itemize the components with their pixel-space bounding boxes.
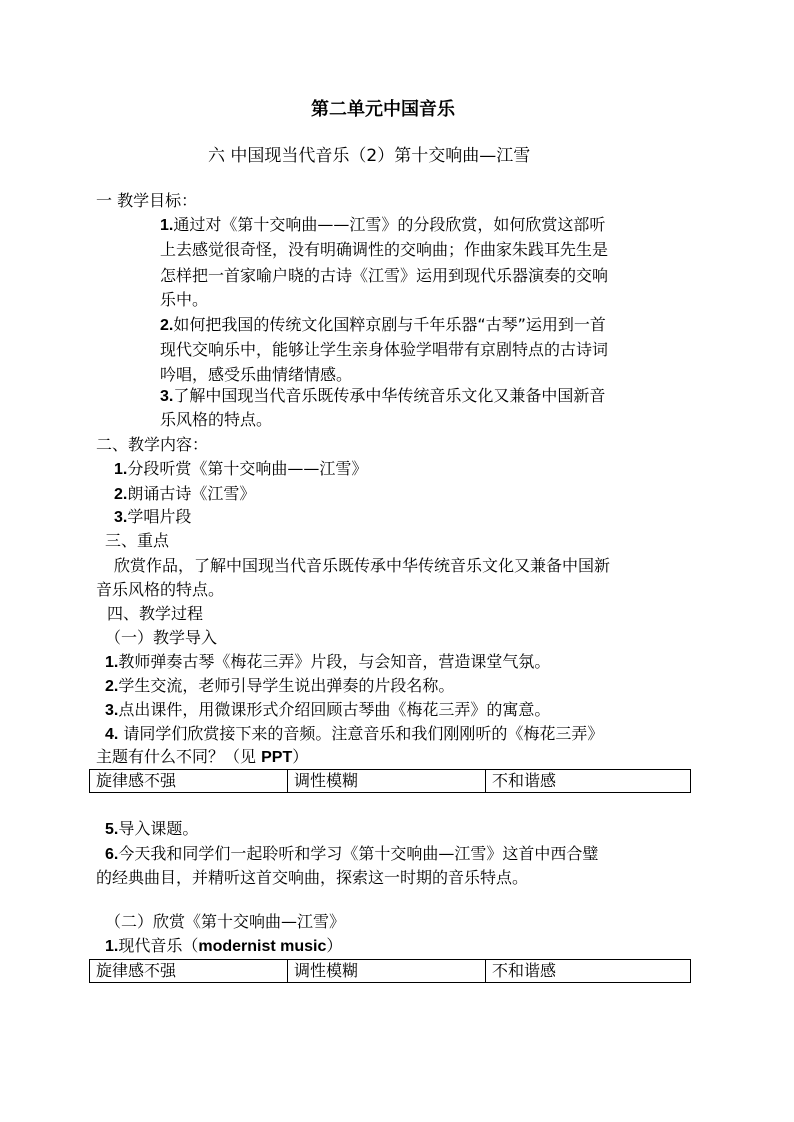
table-row bbox=[90, 770, 691, 793]
step-4-cont-text: 主题有什么不同？（见 bbox=[96, 747, 262, 766]
content-item-1-number: 1. bbox=[114, 461, 128, 478]
table-cell: 不和谐感 bbox=[486, 960, 691, 983]
objective-1-number: 1. bbox=[160, 217, 174, 234]
appreciate-heading: （二）欣赏《第十交响曲—江雪》 bbox=[105, 912, 346, 931]
objective-2-text: 如何把我国的传统文化国粹京剧与千年乐器“古琴”运用到一首 bbox=[173, 315, 606, 334]
step-1 bbox=[105, 651, 550, 674]
objective-3-line-1 bbox=[160, 385, 605, 408]
objectives-heading: 一 教学目标： bbox=[96, 191, 198, 210]
step-5-number: 5. bbox=[105, 821, 119, 838]
modern-text: 现代音乐（ bbox=[118, 936, 199, 955]
ppt-ref: PPT bbox=[261, 749, 293, 766]
step-3-text: 点出课件，用微课形式介绍回顾古琴曲《梅花三弄》的寓意。 bbox=[118, 700, 551, 719]
content-heading: 二、教学内容： bbox=[96, 435, 209, 454]
content-item-3-number: 3. bbox=[114, 509, 128, 526]
modern-number: 1. bbox=[105, 938, 119, 955]
step-1-text: 教师弹奏古琴《梅花三弄》片段，与会知音，营造课堂气氛。 bbox=[118, 652, 551, 671]
table-cell: 旋律感不强 bbox=[90, 960, 288, 983]
content-item-1 bbox=[114, 458, 367, 481]
step-4-number: 4. bbox=[105, 726, 119, 743]
step-2-number: 2. bbox=[105, 678, 119, 695]
intro-heading: （一）教学导入 bbox=[105, 628, 218, 647]
objective-2-line-3: 吟唱，感受乐曲情绪情感。 bbox=[160, 365, 353, 384]
objective-1-line-4: 乐中。 bbox=[160, 290, 209, 309]
characteristics-table-1 bbox=[89, 769, 691, 793]
table-row bbox=[90, 960, 691, 983]
step-5 bbox=[105, 818, 198, 841]
objective-1-text: 通过对《第十交响曲——江雪》的分段欣赏，如何欣赏这部听 bbox=[173, 215, 606, 234]
step-6 bbox=[105, 843, 598, 866]
table-cell: 旋律感不强 bbox=[90, 770, 288, 793]
step-6-text: 今天我和同学们一起聆听和学习《第十交响曲—江雪》这首中西合璧 bbox=[118, 844, 599, 863]
content-item-3-text: 学唱片段 bbox=[127, 507, 192, 526]
objective-2-number: 2. bbox=[160, 317, 174, 334]
objective-1-line-2: 上去感觉很奇怪，没有明确调性的交响曲；作曲家朱践耳先生是 bbox=[160, 240, 609, 259]
modern-close: ） bbox=[326, 936, 343, 955]
step-5-text: 导入课题。 bbox=[118, 819, 199, 838]
focus-heading: 三、重点 bbox=[105, 531, 170, 550]
focus-line-2: 音乐风格的特点。 bbox=[96, 580, 225, 599]
objective-1-line-1 bbox=[160, 214, 605, 237]
table-cell: 不和谐感 bbox=[486, 770, 691, 793]
step-6-continuation: 的经典曲目，并精听这首交响曲，探索这一时期的音乐特点。 bbox=[96, 868, 529, 887]
content-item-2-number: 2. bbox=[114, 486, 128, 503]
focus-line-1: 欣赏作品，了解中国现当代音乐既传承中华传统音乐文化又兼备中国新 bbox=[114, 556, 611, 575]
objective-1-line-3: 怎样把一首家喻户晓的古诗《江雪》运用到现代乐器演奏的交响 bbox=[160, 266, 609, 285]
content-item-2 bbox=[114, 483, 255, 506]
content-item-3 bbox=[114, 506, 191, 529]
step-2 bbox=[105, 675, 454, 698]
step-6-number: 6. bbox=[105, 846, 119, 863]
lesson-subtitle: 六 中国现当代音乐（2）第十交响曲—江雪 bbox=[208, 146, 531, 166]
objective-2-line-2: 现代交响乐中，能够让学生亲身体验学唱带有京剧特点的古诗词 bbox=[160, 340, 609, 359]
step-4-continuation bbox=[96, 746, 308, 769]
step-3 bbox=[105, 699, 550, 722]
step-4-cont-close: ） bbox=[292, 747, 309, 766]
table-cell: 调性模糊 bbox=[288, 770, 486, 793]
process-heading: 四、教学过程 bbox=[107, 604, 204, 623]
step-1-number: 1. bbox=[105, 654, 119, 671]
objective-3-line-2: 乐风格的特点。 bbox=[160, 410, 273, 429]
modern-music-item bbox=[105, 935, 342, 958]
step-3-number: 3. bbox=[105, 702, 119, 719]
characteristics-table-2 bbox=[89, 959, 691, 983]
modern-english: modernist music bbox=[198, 938, 327, 955]
objective-2-line-1 bbox=[160, 314, 606, 337]
objective-3-number: 3. bbox=[160, 388, 174, 405]
table-cell: 调性模糊 bbox=[288, 960, 486, 983]
objective-3-text: 了解中国现当代音乐既传承中华传统音乐文化又兼备中国新音 bbox=[173, 386, 606, 405]
content-item-2-text: 朗诵古诗《江雪》 bbox=[127, 484, 256, 503]
page-title: 第二单元中国音乐 bbox=[311, 99, 455, 120]
content-item-1-text: 分段听赏《第十交响曲——江雪》 bbox=[127, 459, 368, 478]
step-4-text: 请同学们欣赏接下来的音频。注意音乐和我们刚刚听的《梅花三弄》 bbox=[118, 724, 604, 743]
step-2-text: 学生交流，老师引导学生说出弹奏的片段名称。 bbox=[118, 676, 455, 695]
step-4 bbox=[105, 723, 603, 746]
